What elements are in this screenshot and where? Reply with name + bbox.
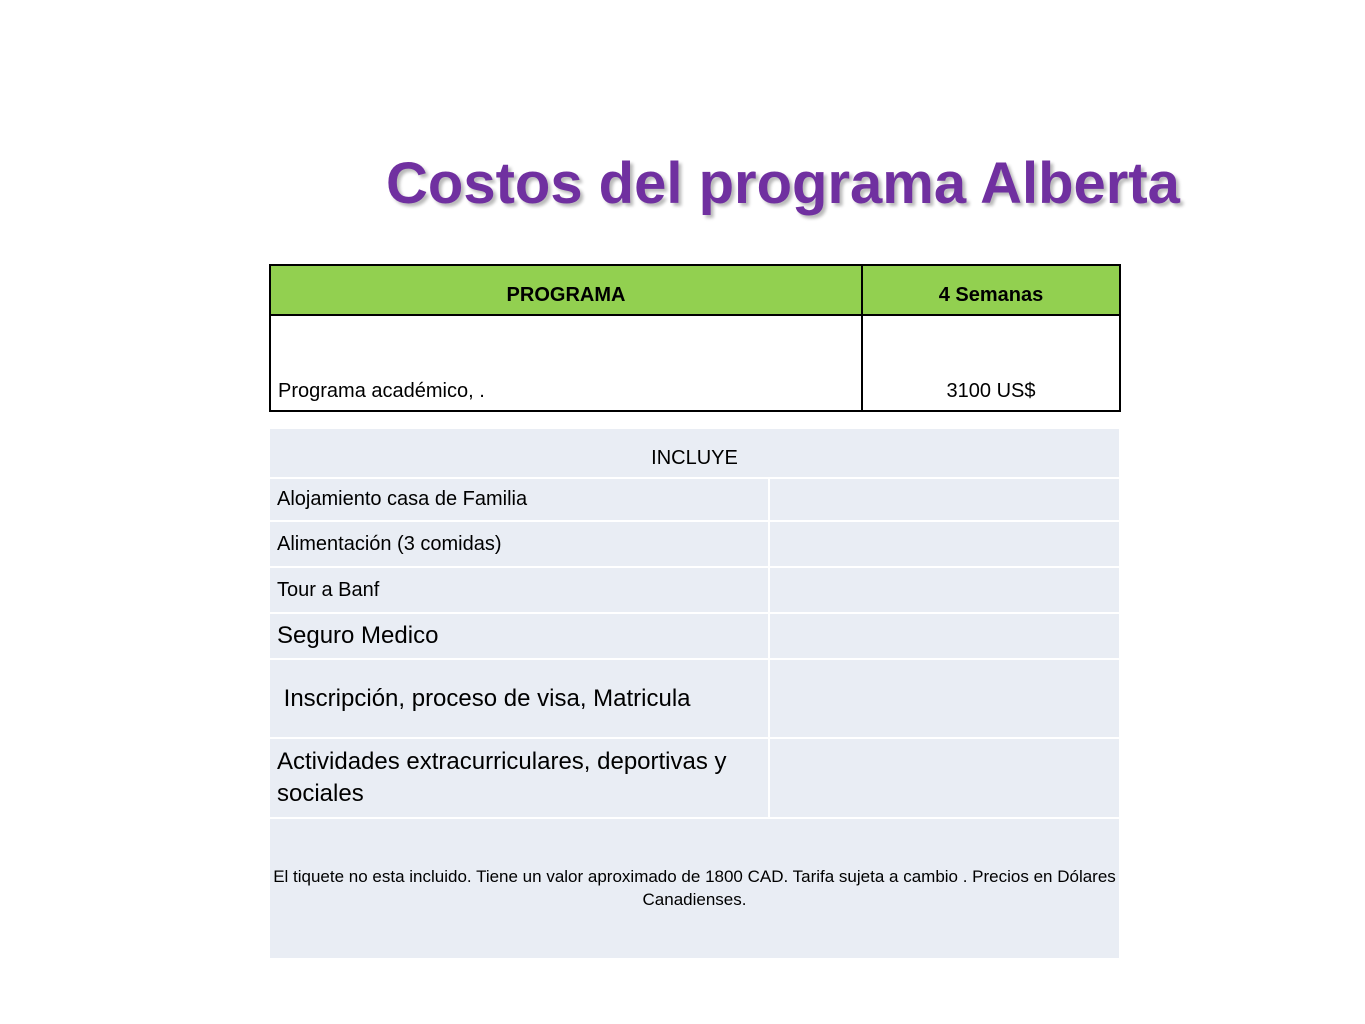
header-4-semanas: 4 Semanas	[938, 284, 1044, 306]
include-item-value	[770, 739, 1119, 817]
include-item-value	[770, 479, 1119, 520]
include-item-label: Alojamiento casa de Familia	[277, 488, 528, 510]
include-item-value	[770, 568, 1119, 612]
include-item-label: Inscripción, proceso de visa, Matricula	[277, 684, 691, 712]
program-name-cell: Programa académico, .	[278, 380, 485, 402]
include-item-label: Actividades extracurriculares, deportivas y sociales	[277, 748, 727, 807]
includes-header: INCLUYE	[270, 429, 1119, 477]
include-item-value	[770, 522, 1119, 566]
include-item-label: Alimentación (3 comidas)	[277, 532, 502, 555]
header-programa: PROGRAMA	[506, 284, 626, 306]
program-table-header-row	[271, 266, 1119, 316]
include-item-enrollment	[270, 660, 768, 737]
include-item-tour	[270, 568, 768, 612]
include-item-meals	[270, 522, 768, 566]
ticket-note: El tiquete no esta incluido. Tiene un valor aproximado de 1800 CAD. Tarifa sujeta a cambio . Precios en Dólares Canadienses.	[270, 819, 1119, 958]
include-item-value	[770, 660, 1119, 737]
page-title: Costos del programa Alberta	[386, 151, 1180, 216]
include-item-lodging	[270, 479, 768, 520]
include-item-label: Seguro Medico	[277, 622, 439, 649]
include-item-activities	[270, 739, 768, 817]
include-item-value	[770, 614, 1119, 658]
program-price-cell: 3100 US$	[946, 380, 1036, 402]
program-cost-table	[269, 264, 1121, 412]
include-item-label: Tour a Banf	[277, 578, 380, 601]
include-item-insurance	[270, 614, 768, 658]
